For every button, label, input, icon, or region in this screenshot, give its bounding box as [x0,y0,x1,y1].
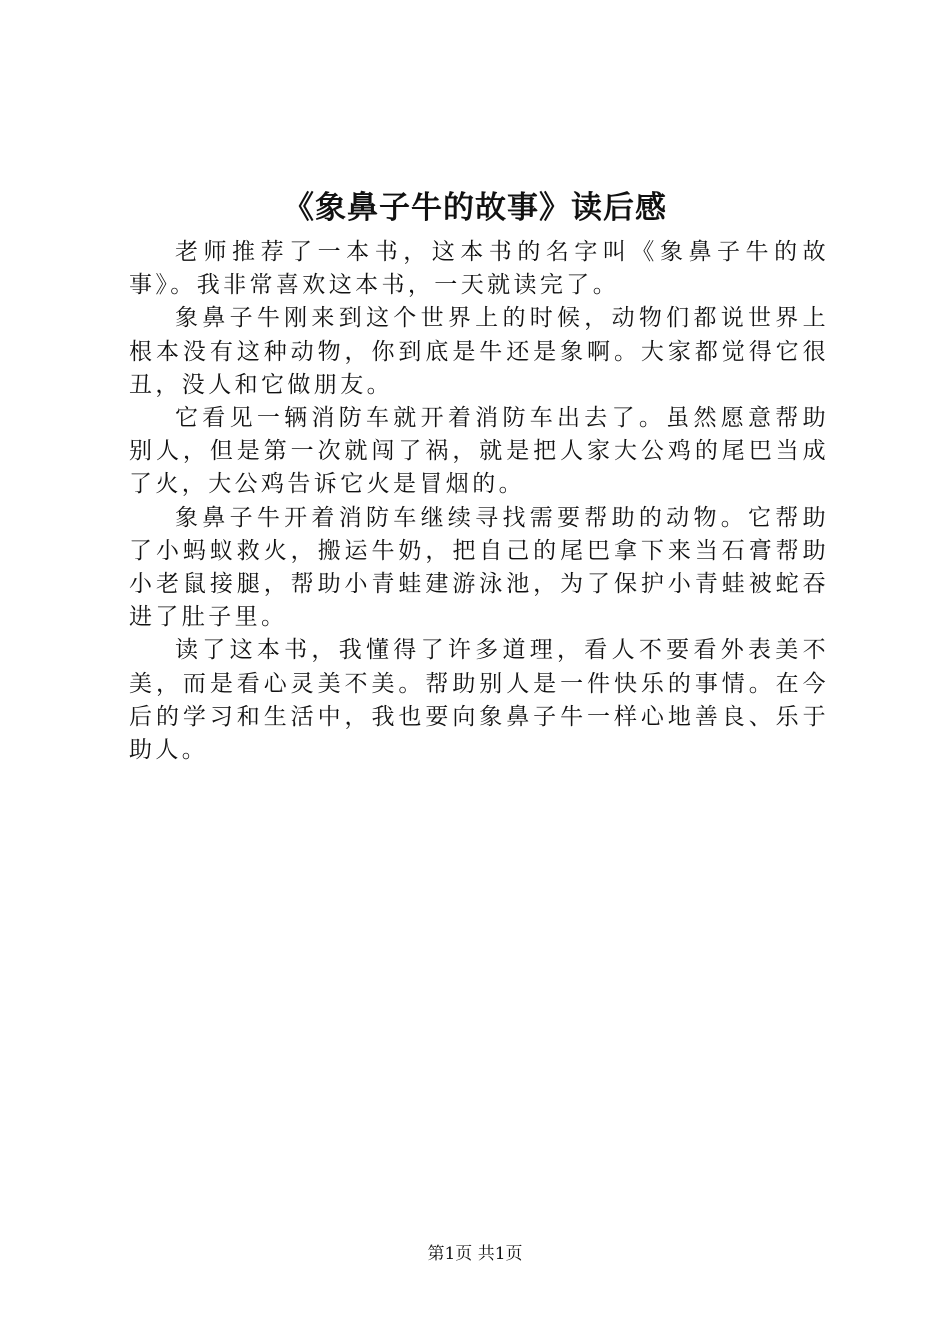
paragraph-1: 老师推荐了一本书，这本书的名字叫《象鼻子牛的故事》。我非常喜欢这本书，一天就读完了。 [129,239,829,299]
page-number-footer: 第1页 共1页 [427,1244,523,1264]
paragraph-5: 读了这本书，我懂得了许多道理，看人不要看外表美不美，而是看心灵美不美。帮助别人是一件快乐的事情。在今后的学习和生活中，我也要向象鼻子牛一样心地善良、乐于助人。 [129,637,829,764]
document-body [129,236,829,767]
document-title: 《象鼻子牛的故事》读后感 [283,190,667,226]
paragraph-3: 它看见一辆消防车就开着消防车出去了。虽然愿意帮助别人，但是第一次就闯了祸，就是把人家大公鸡的尾巴当成了火，大公鸡告诉它火是冒烟的。 [129,405,829,498]
paragraph-4: 象鼻子牛开着消防车继续寻找需要帮助的动物。它帮助了小蚂蚁救火，搬运牛奶，把自己的尾巴拿下来当石膏帮助小老鼠接腿，帮助小青蛙建游泳池，为了保护小青蛙被蛇吞进了肚子里。 [129,504,829,631]
paragraph-2: 象鼻子牛刚来到这个世界上的时候，动物们都说世界上根本没有这种动物，你到底是牛还是象啊。大家都觉得它很丑，没人和它做朋友。 [129,305,829,398]
